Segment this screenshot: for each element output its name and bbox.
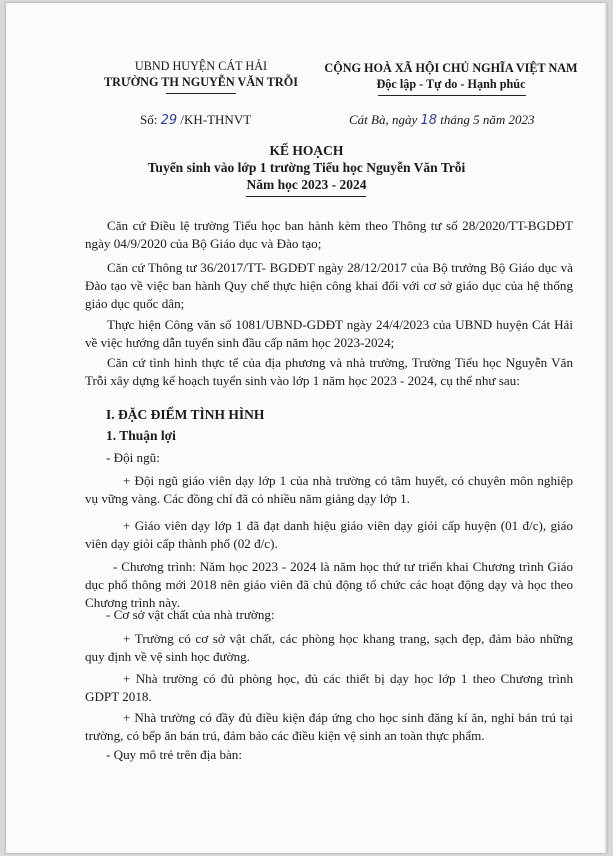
doc-number-handwritten: 29 [160,113,178,128]
title-underline [246,196,366,197]
agency-name: UBND HUYỆN CÁT HẢI [134,59,268,73]
date-suffix: tháng 5 năm 2023 [437,112,535,127]
document-school-year: Năm học 2023 - 2024 [246,177,367,192]
national-motto: Độc lập - Tự do - Hạnh phúc [376,77,526,91]
item-facilities-2: + Nhà trường có đủ phòng học, đủ các thiết bị dạy học lớp 1 theo Chương trình GDPT 2018. [85,671,573,704]
date-prefix: Cát Bà, ngày [349,112,421,127]
subsection-heading: 1. Thuận lợi [106,428,176,443]
doc-number-prefix: Số: [140,112,161,127]
paragraph-basis-3: Thực hiện Công văn số 1081/UBND-GDĐT ngày 24/4/2023 của UBND huyện Cát Hải về việc hướng dẫn tuyển sinh đầu cấp năm học 2023-2024; [85,317,573,350]
item-facilities-3: + Nhà trường có đầy đủ điều kiện đáp ứng cho học sinh đăng kí ăn, nghỉ bán trú tại trường, có bếp ăn bán trú, đảm bảo các điều kiện vệ sinh an toàn thực phẩm. [85,710,573,743]
document-page [6,3,607,853]
item-facilities-1: + Trường có cơ sở vật chất, các phòng học khang trang, sạch đẹp, đảm bảo những quy định về vệ sinh học đường. [85,631,573,664]
item-child-population-label: - Quy mô trẻ trên địa bàn: [106,747,242,762]
item-facilities-label: - Cơ sở vật chất của nhà trường: [106,607,275,622]
right-header-underline [378,95,526,96]
document-date [349,112,535,128]
section-heading: I. ĐẶC ĐIỂM TÌNH HÌNH [106,407,265,422]
document-number [140,112,251,128]
national-title: CỘNG HOÀ XÃ HỘI CHỦ NGHĨA VIỆT NAM [324,61,578,75]
item-staff-label: - Đội ngũ: [106,450,160,465]
left-header-underline [166,93,236,94]
item-staff-2: + Giáo viên dạy lớp 1 đã đạt danh hiệu giáo viên dạy giỏi cấp huyện (01 đ/c), giáo viên dạy giỏi cấp thành phố (02 đ/c). [85,518,573,551]
paragraph-basis-4: Căn cứ tình hình thực tế của địa phương và nhà trường, Trường Tiểu học Nguyễn Văn Trỗi xây dựng kế hoạch tuyển sinh vào lớp 1 năm học 2023 - 2024, cụ thể như sau: [85,355,573,388]
item-staff-1: + Đội ngũ giáo viên dạy lớp 1 của nhà trường có tâm huyết, có chuyên môn nghiệp vụ vững vàng. Các đồng chí đã có nhiều năm giảng dạy lớp 1. [85,473,573,506]
document-title: KẾ HOẠCH [269,143,344,158]
doc-number-suffix: /KH-THNVT [177,112,252,127]
date-day-handwritten: 18 [420,113,438,128]
school-name: TRƯỜNG TH NGUYỄN VĂN TRỖI [104,75,298,89]
paragraph-basis-2: Căn cứ Thông tư 36/2017/TT- BGDĐT ngày 28/12/2017 của Bộ trưởng Bộ Giáo dục và Đào tạo về việc ban hành Quy chế thực hiện công khai đối với cơ sở giáo dục của hệ thống giáo dục quốc dân; [85,260,573,311]
paragraph-basis-1: Căn cứ Điều lệ trường Tiểu học ban hành kèm theo Thông tư số 28/2020/TT-BGDĐT ngày 04/9/2020 của Bộ Giáo dục và Đào tạo; [85,218,573,251]
document-subtitle: Tuyển sinh vào lớp 1 trường Tiểu học Nguyễn Văn Trỗi [147,160,466,175]
item-curriculum: - Chương trình: Năm học 2023 - 2024 là năm học thứ tư triển khai Chương trình Giáo dục phổ thông mới 2018 nên giáo viên đã chủ động tổ chức các hoạt động dạy và học theo Chương trình này. [85,559,573,610]
scan-edge-shadow [604,3,607,853]
